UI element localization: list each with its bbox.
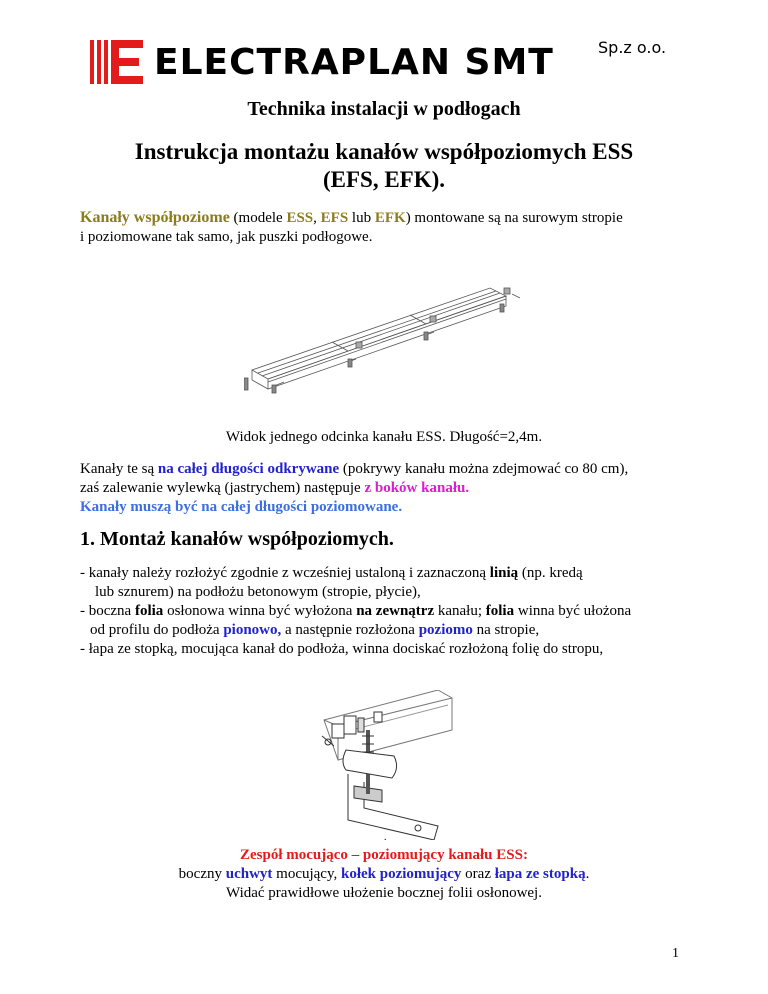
list-item: - łapa ze stopką, mocująca kanał do podłoża, winna dociskać rozłożoną folię do stropu, bbox=[80, 641, 604, 657]
figure2-dot: . bbox=[384, 832, 387, 843]
kanaly-term: Kanały współpoziome bbox=[80, 209, 230, 226]
logo-mark-icon bbox=[90, 40, 143, 84]
intro-paragraph: Kanały współpoziome (modele ESS, EFS lub EFK) montowane są na surowym stropie i poziomowane tak samo, jak puszki podłogowe. bbox=[80, 209, 623, 245]
channel-drawing bbox=[244, 282, 528, 394]
doc-subtitle: Technika instalacji w podłogach bbox=[247, 98, 521, 120]
mounting-assembly-drawing bbox=[318, 690, 454, 840]
list-item: lub sznurem) na podłożu betonowym (stropie, płycie), bbox=[95, 584, 421, 600]
paragraph-2: Kanały te są na całej długości odkrywane (pokrywy kanału można zdejmować co 80 cm), zaś zalewanie wylewką (jastrychem) następuje z boków kanału. Kanały muszą być na całej długości poziomowane. bbox=[80, 461, 629, 515]
company-name: ELECTRAPLAN SMT bbox=[154, 42, 554, 83]
mounting-steps-list bbox=[80, 564, 730, 659]
figure1-caption: Widok jednego odcinka kanału ESS. Długość=2,4m. bbox=[225, 429, 543, 445]
doc-title-line2: (EFS, EFK). bbox=[322, 167, 446, 192]
company-suffix: Sp.z o.o. bbox=[598, 38, 667, 57]
list-item: od profilu do podłoża pionowo, a następnie rozłożona poziomo na stropie, bbox=[90, 622, 540, 638]
list-item: - kanały należy rozłożyć zgodnie z wcześniej ustaloną i zaznaczoną linią (np. kredą bbox=[80, 565, 583, 581]
list-item: - boczna folia osłonowa winna być wyłożona na zewnątrz kanału; folia winna być ułożona bbox=[80, 603, 632, 619]
company-logo bbox=[90, 40, 150, 84]
page-number: 1 bbox=[672, 946, 679, 961]
figure2-caption: Zespół mocująco – poziomujący kanału ESS: boczny uchwyt mocujący, kołek poziomujący oraz łapa ze stopką. Widać prawidłowe ułożenie bocznej folii osłonowej. bbox=[178, 847, 590, 901]
section-1-heading: 1. Montaż kanałów współpoziomych. bbox=[80, 528, 394, 550]
doc-title-line1: Instrukcja montażu kanałów współpoziomych ESS bbox=[134, 139, 634, 164]
